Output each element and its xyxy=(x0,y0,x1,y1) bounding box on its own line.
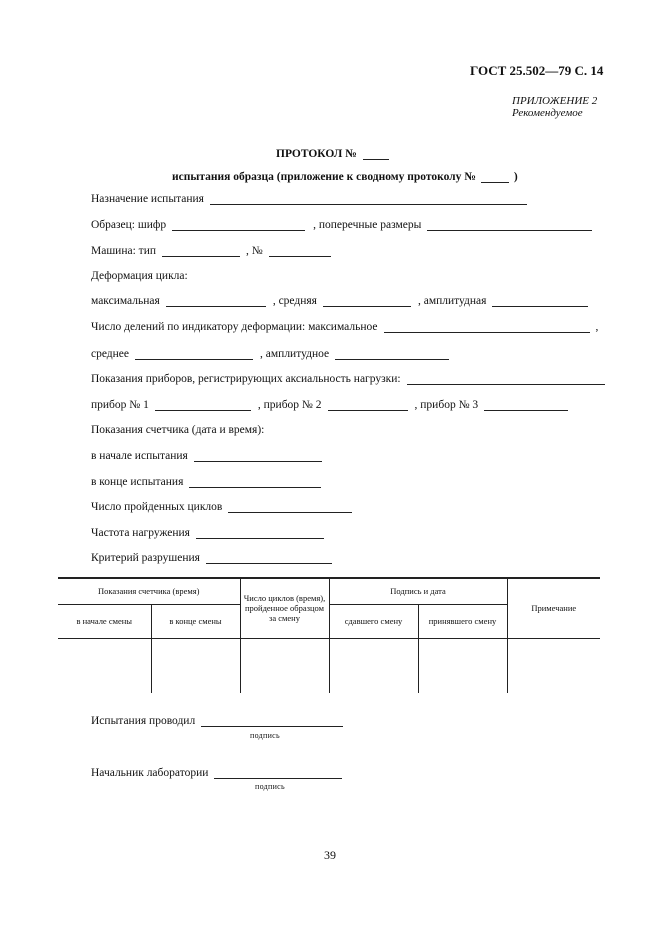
header-counter: Показания счетчика (время) xyxy=(58,578,240,604)
shift-log-table xyxy=(58,577,600,693)
cell-note[interactable] xyxy=(507,638,600,693)
appendix-label: ПРИЛОЖЕНИЕ 2 xyxy=(512,95,598,107)
purpose-label: Назначение испытания xyxy=(91,193,204,205)
field-sample xyxy=(91,219,594,231)
avg-label: среднее xyxy=(91,348,130,360)
device1-label: прибор № 1 xyxy=(91,399,149,411)
field-end xyxy=(91,476,323,488)
readings-label: Показания приборов, регистрирующих аксиальность нагрузки: xyxy=(91,373,401,385)
header-signature: Подпись и дата xyxy=(329,578,507,604)
header-shift-start: в начале смены xyxy=(58,604,151,638)
machine-number-blank[interactable] xyxy=(269,246,331,257)
end-blank[interactable] xyxy=(189,477,321,488)
divisions-comma: , xyxy=(595,321,599,333)
cycles-blank[interactable] xyxy=(228,502,352,513)
device3-label: , прибор № 3 xyxy=(414,399,479,411)
protocol-number-blank[interactable] xyxy=(363,149,389,160)
mid-label: , средняя xyxy=(272,295,317,307)
device1-blank[interactable] xyxy=(155,400,251,411)
frequency-blank[interactable] xyxy=(196,528,324,539)
tested-by-line xyxy=(91,715,345,727)
frequency-label: Частота нагружения xyxy=(91,527,190,539)
start-blank[interactable] xyxy=(194,451,322,462)
header-cycles: Число циклов (время), пройденное образцом за смену xyxy=(240,578,329,638)
page-number: 39 xyxy=(324,848,336,862)
tested-by-signature-caption: подпись xyxy=(250,731,280,740)
tested-by-blank[interactable] xyxy=(201,716,343,727)
max-blank[interactable] xyxy=(166,296,266,307)
field-frequency xyxy=(91,527,326,539)
protocol-title xyxy=(276,148,391,160)
cell-cycles[interactable] xyxy=(240,638,329,693)
head-lab-signature-caption: подпись xyxy=(255,782,285,791)
subtitle-text: испытания образца (приложение к сводному протоколу № xyxy=(172,171,476,183)
end-label: в конце испытания xyxy=(91,476,184,488)
protocol-subtitle xyxy=(172,171,518,183)
amp-blank[interactable] xyxy=(492,296,588,307)
machine-label: Машина: тип xyxy=(91,245,157,257)
avg-blank[interactable] xyxy=(135,349,253,360)
table-row xyxy=(58,638,600,693)
device3-blank[interactable] xyxy=(484,400,568,411)
cell-shift-end[interactable] xyxy=(151,638,240,693)
start-label: в начале испытания xyxy=(91,450,188,462)
summary-protocol-number-blank[interactable] xyxy=(481,172,509,183)
field-deformation xyxy=(91,270,188,282)
field-purpose xyxy=(91,193,529,205)
divisions-label: Число делений по индикатору деформации: максимальное xyxy=(91,321,378,333)
mid-blank[interactable] xyxy=(323,296,411,307)
header-shift-end: в конце смены xyxy=(151,604,240,638)
machine-type-blank[interactable] xyxy=(162,246,240,257)
cross-size-blank[interactable] xyxy=(427,220,592,231)
recommended-label: Рекомендуемое xyxy=(512,107,583,119)
deformation-label: Деформация цикла: xyxy=(91,270,188,282)
amp2-blank[interactable] xyxy=(335,349,449,360)
field-devices xyxy=(91,399,570,411)
cross-label: , поперечные размеры xyxy=(313,219,422,231)
field-divisions-values xyxy=(91,348,451,360)
field-counter xyxy=(91,424,264,436)
purpose-blank[interactable] xyxy=(210,194,527,205)
criterion-label: Критерий разрушения xyxy=(91,552,200,564)
head-lab-blank[interactable] xyxy=(214,768,342,779)
head-lab-line xyxy=(91,767,344,779)
subtitle-close: ) xyxy=(513,171,518,183)
cell-accepted[interactable] xyxy=(418,638,507,693)
field-divisions xyxy=(91,321,598,333)
header-handed-over: сдавшего смену xyxy=(329,604,418,638)
criterion-blank[interactable] xyxy=(206,553,332,564)
cycles-label: Число пройденных циклов xyxy=(91,501,223,513)
field-start xyxy=(91,450,324,462)
field-deformation-values xyxy=(91,295,590,307)
field-readings xyxy=(91,373,607,385)
readings-blank[interactable] xyxy=(407,374,605,385)
sample-label: Образец: шифр xyxy=(91,219,167,231)
tested-by-label: Испытания проводил xyxy=(91,715,196,727)
sample-code-blank[interactable] xyxy=(172,220,305,231)
cell-handed-over[interactable] xyxy=(329,638,418,693)
cell-shift-start[interactable] xyxy=(58,638,151,693)
divisions-max-blank[interactable] xyxy=(384,322,590,333)
device2-label: , прибор № 2 xyxy=(257,399,322,411)
header-note: Примечание xyxy=(507,578,600,638)
amp-label: , амплитудная xyxy=(417,295,487,307)
machine-number-label: , № xyxy=(246,245,263,257)
max-label: максимальная xyxy=(91,295,160,307)
protocol-title-text: ПРОТОКОЛ № xyxy=(276,148,357,160)
field-cycles xyxy=(91,501,354,513)
amp2-label: , амплитудное xyxy=(260,348,330,360)
device2-blank[interactable] xyxy=(328,400,408,411)
field-criterion xyxy=(91,552,334,564)
counter-label: Показания счетчика (дата и время): xyxy=(91,424,265,436)
header-accepted: принявшего смену xyxy=(418,604,507,638)
field-machine xyxy=(91,245,333,257)
head-lab-label: Начальник лаборатории xyxy=(91,767,209,779)
document-code: ГОСТ 25.502—79 С. 14 xyxy=(470,63,604,78)
